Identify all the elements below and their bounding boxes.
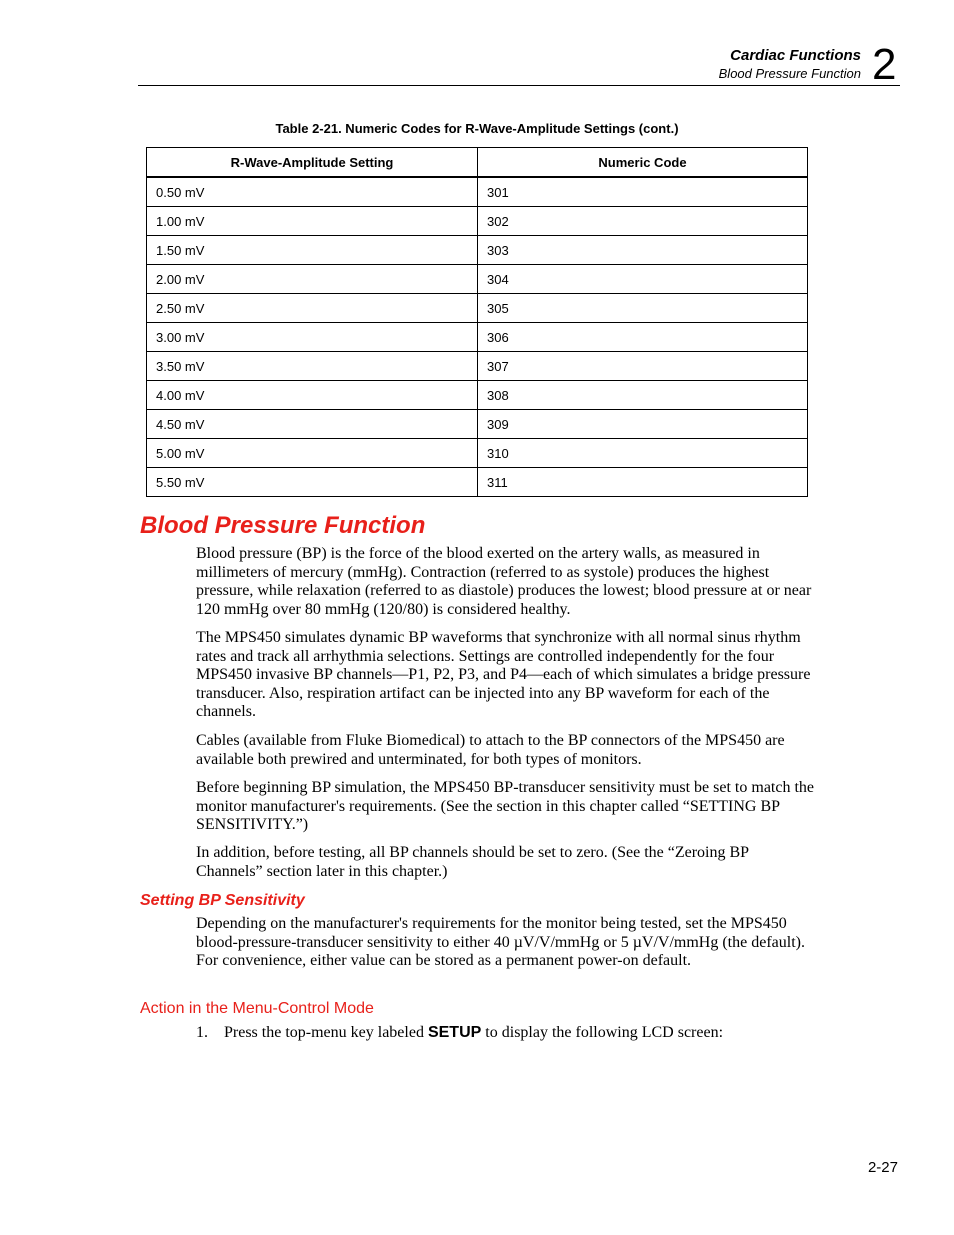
code-cell: 301 [478,177,808,207]
table-row [147,207,808,236]
paragraph-zeroing-note: In addition, before testing, all BP channels should be set to zero. (See the “Zeroing BP Channels” section later in this chapter.) [196,844,749,880]
paragraph-bp-definition: Blood pressure (BP) is the force of the blood exerted on the artery walls, as measured in millimeters of mercury (mmHg). Contraction (referred to as systole) produces the highest pressure, while relaxation (referred to as diastole) produces the lowest; blood pressure at or near 120 mmHg over 80 mmHg (120/80) is considered healthy. [196,545,812,618]
page-number: 2-27 [867,1159,898,1176]
section-heading: Blood Pressure Function [140,512,426,539]
code-cell: 311 [478,468,808,497]
subsection-heading: Setting BP Sensitivity [140,892,305,909]
code-cell: 303 [478,236,808,265]
running-header [719,46,861,82]
code-cell: 305 [478,294,808,323]
setting-cell: 5.50 mV [147,468,478,497]
header-rule [138,85,900,86]
table-row [147,236,808,265]
table-row [147,323,808,352]
table-row [147,177,808,207]
setup-key-label: SETUP [427,1024,482,1041]
column-header: R-Wave-Amplitude Setting [147,148,478,178]
header-section-title: Cardiac Functions [730,47,861,64]
table-row [147,439,808,468]
setting-cell: 2.50 mV [147,294,478,323]
step-number: 1. [196,1024,208,1041]
code-cell: 309 [478,410,808,439]
subsubsection-heading: Action in the Menu-Control Mode [140,1000,374,1017]
setting-cell: 5.00 mV [147,439,478,468]
code-cell: 307 [478,352,808,381]
setting-cell: 1.50 mV [147,236,478,265]
chapter-number: 2 [872,40,897,89]
table-row [147,410,808,439]
code-cell: 302 [478,207,808,236]
table-row [147,294,808,323]
setting-cell: 1.00 mV [147,207,478,236]
code-cell: 308 [478,381,808,410]
column-header: Numeric Code [478,148,808,178]
table-row [147,381,808,410]
setting-cell: 2.00 mV [147,265,478,294]
table-row [147,352,808,381]
numeric-codes-table [146,147,808,497]
table-caption: Table 2-21. Numeric Codes for R-Wave-Amplitude Settings (cont.) [275,121,679,136]
setting-cell: 4.00 mV [147,381,478,410]
paragraph-sensitivity-note: Before beginning BP simulation, the MPS450 BP-transducer sensitivity must be set to match the monitor manufacturer's requirements. (See the section in this chapter called “SETTING BP SENSITIVITY.”) [196,779,815,834]
code-cell: 304 [478,265,808,294]
setting-cell: 3.50 mV [147,352,478,381]
header-subsection-title: Blood Pressure Function [718,66,861,81]
step-text-before: Press the top-menu key labeled [224,1024,424,1041]
paragraph-waveforms: The MPS450 simulates dynamic BP waveforms that synchronize with all normal sinus rhythm rates and track all arrhythmia selections. Settings are controlled independently for the four MPS450 invasive BP channels—P1, P2, P3, and P4—each of which simulates a bridge pressure transducer. Also, respiration artifact can be injected into any BP waveform for each of the channels. [196,629,811,721]
setting-cell: 3.00 mV [147,323,478,352]
setting-cell: 4.50 mV [147,410,478,439]
paragraph-sensitivity: Depending on the manufacturer's requirements for the monitor being tested, set the MPS450 blood-pressure-transducer sensitivity to either 40 µV/V/mmHg or 5 µV/V/mmHg (the default). For convenience, either value can be stored as a permanent power-on default. [196,915,805,970]
table-row [147,265,808,294]
setting-cell: 0.50 mV [147,177,478,207]
table-row [147,468,808,497]
table-header-row [147,148,808,178]
step-text-after: to display the following LCD screen: [485,1024,724,1041]
paragraph-cables: Cables (available from Fluke Biomedical) to attach to the BP connectors of the MPS450 are available both prewired and unterminated, for both types of monitors. [196,732,785,768]
step-1 [196,1024,818,1043]
code-cell: 306 [478,323,808,352]
code-cell: 310 [478,439,808,468]
